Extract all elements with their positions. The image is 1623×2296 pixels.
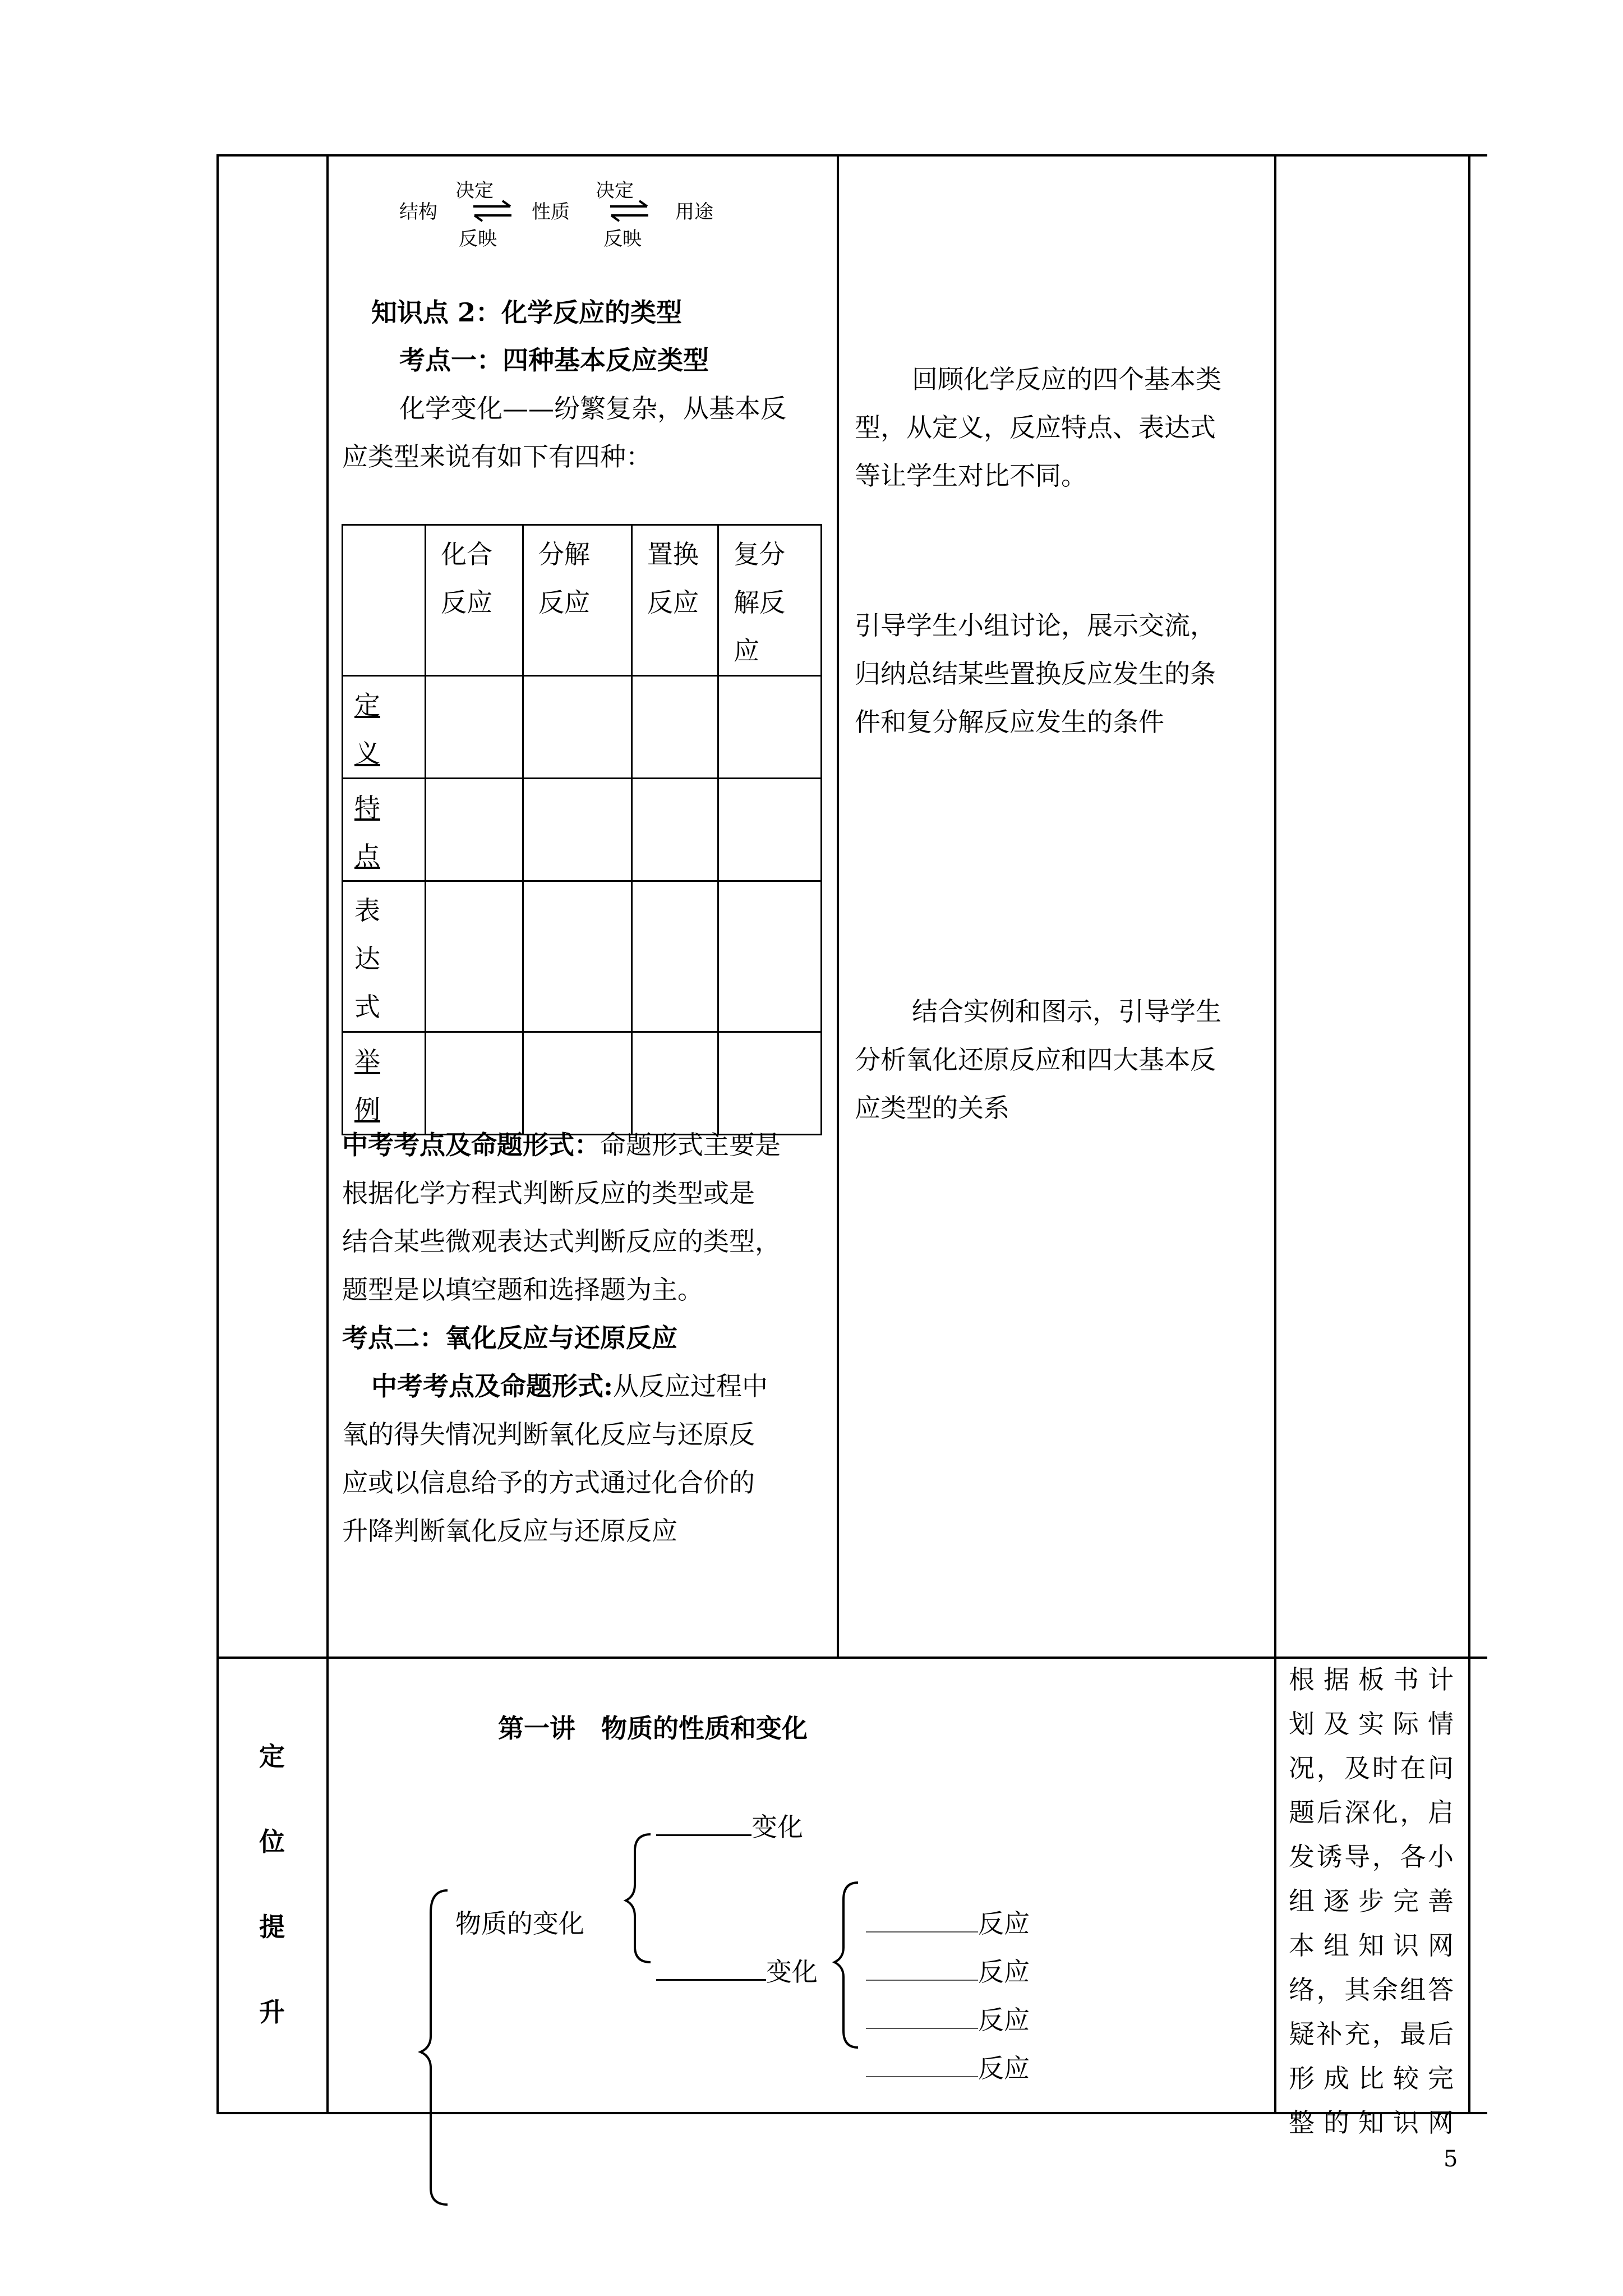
table-right-border: [1468, 154, 1470, 2114]
table-corner-cell: [343, 525, 426, 676]
teacher-note-2: 引导学生小组讨论，展示交流， 归纳总结某些置换反应发生的条 件和复分解反应发生的条件: [855, 610, 1216, 737]
side-note: 根据板书计 划及实际情 况，及时在问 题后深化，启 发诱导，各小 组逐步完善 本组知识网 络，其余组答 疑补充，最后 形成比较完 整的知识网: [1289, 1664, 1454, 2138]
table-cell: [523, 779, 632, 881]
lecture-title: 第一讲 物质的性质和变化: [498, 1713, 808, 1743]
table-column-divider-1: [326, 154, 329, 2114]
table-cell: [632, 676, 718, 779]
blank-line: [866, 1961, 978, 1981]
mind-map-braces: [415, 1818, 864, 2210]
reflects-label-1: 反映: [459, 228, 497, 250]
blank-line: [866, 1912, 978, 1932]
exam-form-1-paragraph: 中考考点及命题形式：命题形式主要是 根据化学方程式判断反应的类型或是 结合某些微观表达式判断反应的类型， 题型是以填空题和选择题为主。: [342, 1130, 781, 1305]
blank-line: [866, 2057, 978, 2077]
table-cell: [632, 779, 718, 881]
mind-map-root: 物质的变化: [455, 1908, 584, 1939]
table-left-border: [216, 154, 219, 2114]
table-cell: [718, 676, 822, 779]
intro-paragraph: [342, 384, 786, 481]
reaction-type-table: [342, 524, 822, 1135]
teacher-note-1: 回顾化学反应的四个基本类 型，从定义，反应特点、表达式 等让学生对比不同。: [855, 364, 1221, 491]
exam-point-1-heading: 考点一：四种基本反应类型: [399, 345, 709, 375]
table-cell: [426, 881, 523, 1032]
intro-line: 化学变化——纷繁复杂，从基本反: [399, 393, 786, 424]
determines-label-2: 决定: [596, 180, 634, 202]
mind-map-branch-2: 变化: [656, 1948, 818, 1996]
table-cell: [718, 1032, 822, 1135]
table-cell: [718, 881, 822, 1032]
row-label-example: 举 例: [343, 1032, 426, 1135]
row-label-characteristics: 特 点: [343, 779, 426, 881]
table-cell: [632, 1032, 718, 1135]
section-label-char: 提: [259, 1912, 285, 1942]
reflects-label-2: 反映: [603, 228, 642, 250]
exam-form-1-label: 中考考点及命题形式：: [342, 1130, 600, 1160]
blank-line: [656, 1815, 751, 1836]
table-cell: [632, 881, 718, 1032]
table-cell: [718, 779, 822, 881]
section-label-char: 位: [259, 1826, 285, 1857]
header-displacement-reaction: 置换 反应: [632, 525, 718, 676]
blank-line: [656, 1960, 766, 1981]
exam-form-2-label: 中考考点及命题形式:: [371, 1371, 613, 1401]
header-double-decomposition-reaction: 复分 解反 应: [718, 525, 822, 676]
double-arrow-icon: [471, 199, 514, 223]
blank-line: [866, 2009, 978, 2029]
reaction-item: 反应: [866, 1899, 1030, 1948]
knowledge-point-heading: 知识点 2：化学反应的类型: [371, 297, 683, 328]
table-column-divider-3: [1274, 154, 1276, 2114]
determines-label-1: 决定: [455, 180, 494, 202]
section-label-char: 定: [259, 1741, 285, 1772]
table-cell: [426, 676, 523, 779]
table-cell: [523, 676, 632, 779]
exam-point-2-heading: 考点二：氧化反应与还原反应: [342, 1323, 677, 1353]
table-cell: [426, 779, 523, 881]
page-number: 5: [1444, 2146, 1458, 2172]
table-cell: [523, 1032, 632, 1135]
reaction-item: 反应: [866, 1948, 1030, 1996]
use-label: 用途: [675, 201, 713, 223]
reaction-item: 反应: [866, 1996, 1030, 2044]
row-label-expression: 表 达 式: [343, 881, 426, 1032]
row-label-definition: 定 义: [343, 676, 426, 779]
header-combination-reaction: 化合 反应: [426, 525, 523, 676]
section-label-char: 升: [259, 1997, 285, 2027]
table-top-border: [216, 154, 1487, 157]
teacher-note-3: 结合实例和图示，引导学生 分析氧化还原反应和四大基本反 应类型的关系: [855, 996, 1221, 1123]
exam-form-2-paragraph: 中考考点及命题形式:从反应过程中 氧的得失情况判断氧化反应与还原反 应或以信息给予的方式通过化合价的 升降判断氧化反应与还原反应: [342, 1371, 768, 1546]
mind-map-branch-1: 变化: [656, 1803, 803, 1851]
property-label: 性质: [532, 201, 570, 223]
table-column-divider-2: [837, 154, 839, 1659]
table-cell: [426, 1032, 523, 1135]
double-arrow-icon: [608, 199, 651, 223]
reaction-item: 反应: [866, 2044, 1030, 2092]
table-cell: [523, 881, 632, 1032]
header-decomposition-reaction: 分解 反应: [523, 525, 632, 676]
intro-line: 应类型来说有如下有四种：: [342, 441, 652, 472]
structure-label: 结构: [399, 201, 437, 223]
